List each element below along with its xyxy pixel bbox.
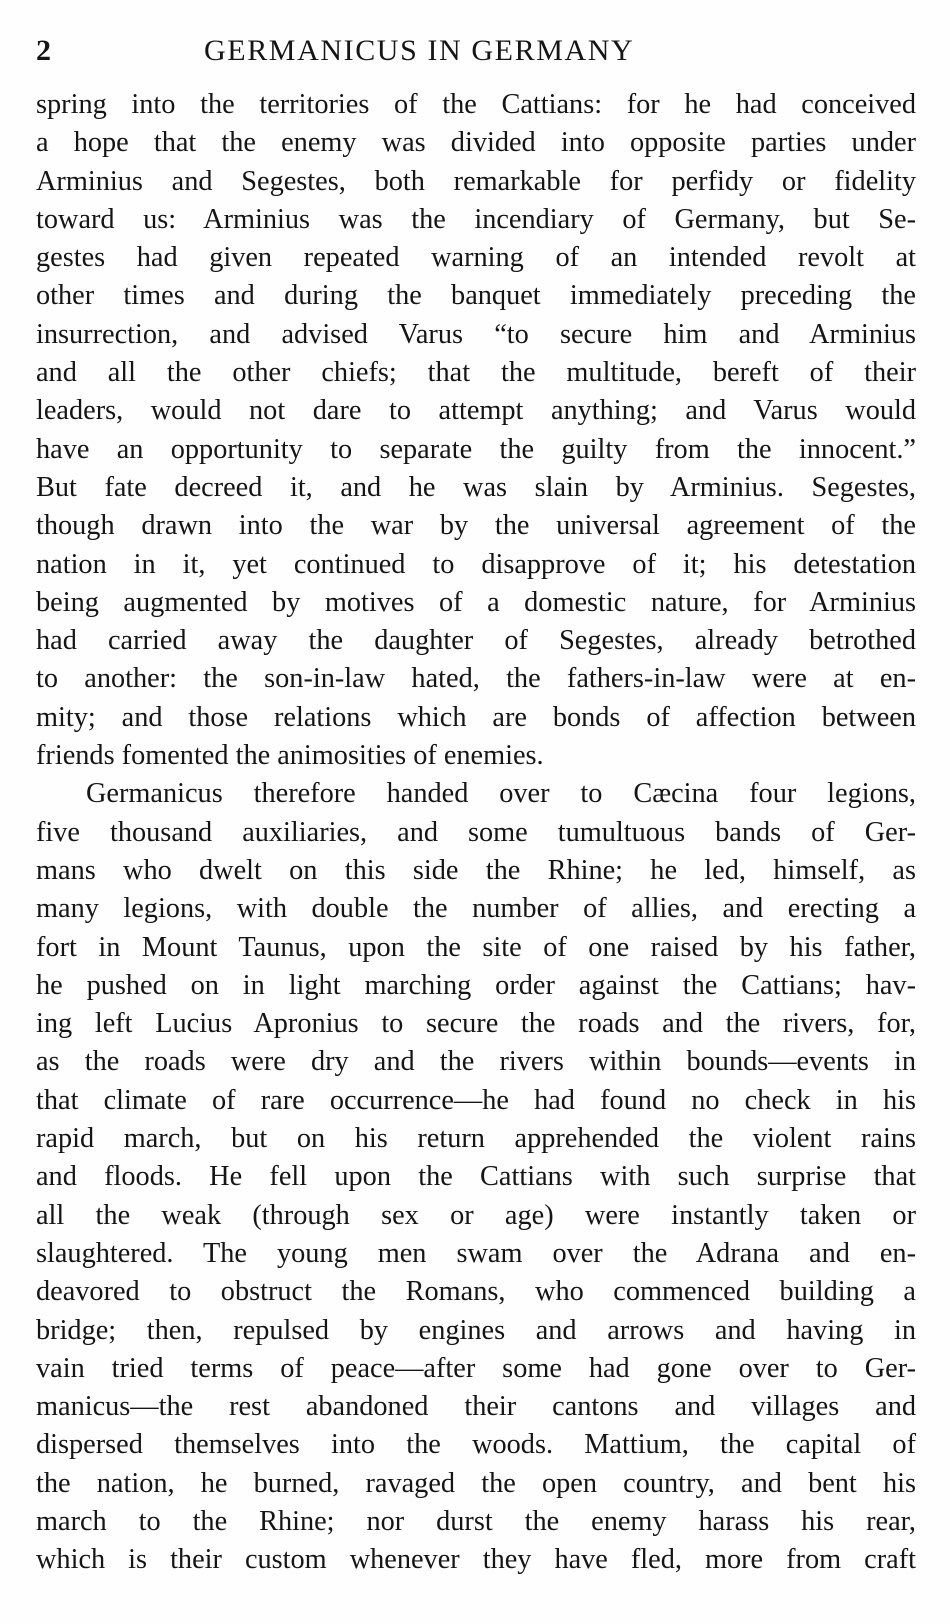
page-number: 2 — [36, 34, 51, 67]
text-line: bridge; then, repulsed by engines and arrows and having in — [36, 1314, 916, 1346]
text-line: nation in it, yet continued to disapprove of it; his detestation — [36, 548, 916, 580]
text-line: he pushed on in light marching order against the Cattians; hav- — [36, 969, 916, 1001]
text-line: leaders, would not dare to attempt anything; and Varus would — [36, 395, 916, 427]
text-line: rapid march, but on his return apprehended the violent rains — [36, 1123, 916, 1155]
text-line: have an opportunity to separate the guilty from the innocent.” — [36, 433, 916, 465]
text-line: slaughtered. The young men swam over the Adrana and en- — [36, 1237, 916, 1269]
text-line: five thousand auxiliaries, and some tumultuous bands of Ger- — [36, 816, 916, 848]
text-line: though drawn into the war by the universal agreement of the — [36, 510, 916, 542]
text-line: to another: the son-in-law hated, the fathers-in-law were at en- — [36, 663, 916, 695]
text-line: insurrection, and advised Varus “to secure him and Arminius — [36, 318, 916, 350]
text-line: spring into the territories of the Cattians: for he had conceived — [36, 89, 916, 120]
page-header — [36, 28, 906, 74]
text-line: manicus—the rest abandoned their cantons and villages and — [36, 1391, 916, 1423]
text-line: that climate of rare occurrence—he had found no check in his — [36, 1084, 916, 1116]
text-line: But fate decreed it, and he was slain by Arminius. Segestes, — [36, 471, 916, 503]
text-line: many legions, with double the number of allies, and erecting a — [36, 893, 916, 925]
text-line: gestes had given repeated warning of an intended revolt at — [36, 242, 916, 274]
text-line: deavored to obstruct the Romans, who commenced building a — [36, 1276, 916, 1308]
text-line: mity; and those relations which are bonds of affection between — [36, 701, 916, 733]
body-text — [36, 86, 916, 1580]
paragraph-start-line: Germanicus therefore handed over to Cæcina four legions, — [86, 778, 916, 810]
text-line: a hope that the enemy was divided into opposite parties under — [36, 127, 916, 159]
text-line: the nation, he burned, ravaged the open country, and bent his — [36, 1467, 916, 1499]
text-line: and floods. He fell upon the Cattians with such surprise that — [36, 1161, 916, 1193]
text-line: had carried away the daughter of Segestes, already betrothed — [36, 625, 916, 657]
text-line: being augmented by motives of a domestic nature, for Arminius — [36, 586, 916, 618]
text-line: all the weak (through sex or age) were instantly taken or — [36, 1199, 916, 1231]
text-line: march to the Rhine; nor durst the enemy harass his rear, — [36, 1505, 916, 1537]
text-line: Arminius and Segestes, both remarkable for perfidy or fidelity — [36, 165, 916, 197]
text-line: and all the other chiefs; that the multitude, bereft of their — [36, 357, 916, 389]
text-line: vain tried terms of peace—after some had gone over to Ger- — [36, 1352, 916, 1384]
text-line: toward us: Arminius was the incendiary of Germany, but Se- — [36, 203, 916, 235]
text-line: mans who dwelt on this side the Rhine; he led, himself, as — [36, 854, 916, 886]
running-title: GERMANICUS IN GERMANY — [204, 34, 635, 67]
text-line: which is their custom whenever they have fled, more from craft — [36, 1544, 916, 1576]
paragraph-end-line: friends fomented the animosities of enemies. — [36, 740, 544, 772]
text-line: other times and during the banquet immediately preceding the — [36, 280, 916, 312]
text-line: as the roads were dry and the rivers within bounds—events in — [36, 1046, 916, 1078]
text-line: fort in Mount Taunus, upon the site of one raised by his father, — [36, 931, 916, 963]
text-line: dispersed themselves into the woods. Mattium, the capital of — [36, 1429, 916, 1461]
text-line: ing left Lucius Apronius to secure the roads and the rivers, for, — [36, 1008, 916, 1040]
